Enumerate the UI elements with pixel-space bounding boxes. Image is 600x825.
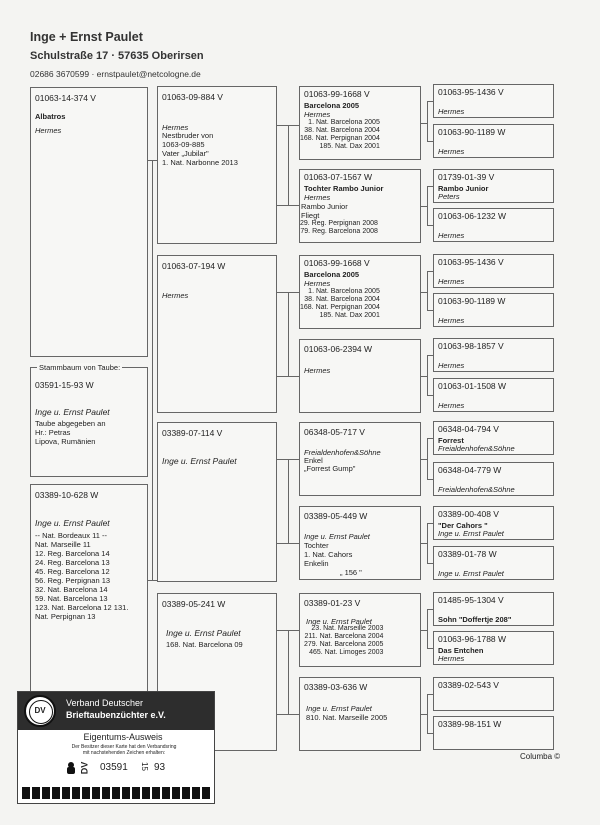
gen4-line: Hermes — [438, 147, 465, 156]
gen3-ring: 01063-06-2394 W — [304, 344, 373, 354]
gen2-note: Nestbruder von — [162, 131, 214, 140]
gen2-b — [157, 255, 277, 413]
gen3-name: Tochter Rambo Junior — [304, 184, 384, 193]
gen4-line: Hermes — [438, 277, 465, 286]
gen3-ring: 01063-07-1567 W — [304, 172, 373, 182]
gen4-line: Forrest — [438, 436, 464, 445]
card-code-seq: 93 — [154, 762, 166, 773]
pedigree-dam — [30, 484, 148, 696]
gen3-owner: Inge u. Ernst Paulet — [306, 617, 372, 626]
gen4-line: Hermes — [438, 654, 465, 663]
gen4-line: Freialdenhofen&Söhne — [438, 485, 515, 494]
gen3-g — [299, 593, 421, 667]
bird-name: Albatros — [35, 112, 66, 121]
gen2-ring: 01063-09-884 V — [162, 92, 223, 102]
gen3-ring: 01063-99-1668 V — [304, 89, 370, 99]
gen4-box — [433, 716, 554, 750]
gen3-results: 23. Nat. Marseille 2003 211. Nat. Barcelona 2004 279. Nat. Barcelona 2005 465. Nat. Limoges 2003 — [304, 625, 384, 656]
gen3-breed: Hermes — [304, 110, 331, 119]
gen4-box — [433, 462, 554, 496]
gen3-note: Tochter — [304, 541, 329, 550]
breeder-name: Inge + Ernst Paulet — [30, 30, 143, 44]
dam-owner: Inge u. Ernst Paulet — [35, 518, 110, 528]
gen2-owner: Inge u. Ernst Paulet — [166, 628, 241, 638]
gen4-line: Peters — [438, 192, 460, 201]
stammbaum-note: Lipova, Rumänien — [35, 437, 96, 446]
gen3-note: 1. Nat. Cahors — [304, 550, 353, 559]
gen4-box — [433, 124, 554, 158]
gen4-line: Freialdenhofen&Söhne — [438, 444, 515, 453]
gen4-ring: 03389-01-78 W — [438, 549, 497, 559]
gen3-b — [299, 169, 421, 243]
gen4-box — [433, 677, 554, 711]
gen3-e — [299, 422, 421, 496]
gen3-h — [299, 677, 421, 751]
gen4-line: Hermes — [438, 107, 465, 116]
gen4-ring: 01063-01-1508 W — [438, 381, 507, 391]
gen2-note: 1. Nat. Narbonne 2013 — [162, 158, 238, 167]
gen4-ring: 01739-01-39 V — [438, 172, 495, 182]
gen4-ring: 01063-96-1788 W — [438, 634, 507, 644]
card-code-number: 03591 — [100, 762, 128, 773]
gen2-ring: 03389-05-241 W — [162, 599, 226, 609]
gen3-note: Enkelin — [304, 559, 329, 568]
gen3-note: Rambo Junior — [301, 202, 348, 211]
card-org-line1: Verband Deutscher — [66, 698, 144, 708]
gen3-results: 1. Nat. Barcelona 2005 38. Nat. Barcelona 2004 168. Nat. Perpignan 2004 185. Nat. Dax 2001 — [300, 119, 380, 150]
gen2-breed: Hermes — [162, 291, 189, 300]
gen4-box — [433, 421, 554, 455]
pedigree-bird — [30, 87, 148, 357]
gen4-ring: 06348-04-779 W — [438, 465, 502, 475]
stammbaum-ring: 03591-15-93 W — [35, 380, 94, 390]
gen3-f — [299, 506, 421, 580]
gen3-breed: Hermes — [304, 279, 331, 288]
gen4-ring: 03389-02-543 V — [438, 680, 499, 690]
gen3-note: „ 156 " — [340, 568, 362, 577]
gen4-ring: 01063-90-1189 W — [438, 296, 506, 306]
gen3-d — [299, 339, 421, 413]
stammbaum-owner: Inge u. Ernst Paulet — [35, 407, 110, 417]
dam-result: Nat. Perpignan 13 — [35, 612, 96, 621]
gen3-a — [299, 86, 421, 160]
card-code-year: 15 — [139, 762, 149, 771]
gen4-box — [433, 338, 554, 372]
breeder-address: Schulstraße 17 · 57635 Oberirsen — [30, 50, 204, 62]
gen4-ring: 01485-95-1304 V — [438, 595, 504, 605]
gen4-line: Sohn "Doffertje 208" — [438, 615, 512, 624]
gen4-ring: 01063-90-1189 W — [438, 127, 506, 137]
dam-result: 59. Nat. Barcelona 13 — [35, 594, 108, 603]
gen4-line: Hermes — [438, 361, 465, 370]
dam-result: Nat. Marseille 11 — [35, 540, 91, 549]
gen4-box — [433, 592, 554, 626]
stammbaum-box — [30, 363, 148, 477]
stammbaum-note: Hr.: Petras — [35, 428, 71, 437]
footer-brand: Columba © — [520, 752, 561, 761]
dam-result: 32. Nat. Barcelona 14 — [35, 585, 108, 594]
gen3-ring: 06348-05-717 V — [304, 427, 365, 437]
gen4-ring: 01063-98-1857 V — [438, 341, 504, 351]
card-pattern-strip — [22, 787, 210, 799]
gen2-ring: 03389-07-114 V — [162, 428, 223, 438]
gen3-ring: 03389-01-23 V — [304, 598, 361, 608]
gen3-note: Fliegt — [301, 211, 320, 220]
gen4-ring: 03389-98-151 W — [438, 719, 502, 729]
gen4-line: "Der Cahors " — [438, 521, 488, 530]
gen2-note: 1063-09-885 — [162, 140, 205, 149]
gen4-ring: 06348-04-794 V — [438, 424, 499, 434]
gen4-line: Hermes — [438, 316, 465, 325]
gen4-ring: 01063-95-1436 V — [438, 257, 504, 267]
gen3-ring: 03389-05-449 W — [304, 511, 368, 521]
gen4-line: Inge u. Ernst Paulet — [438, 529, 504, 538]
gen4-box — [433, 546, 554, 580]
gen3-results: 29. Reg. Perpignan 2008 79. Reg. Barcelona 2008 — [300, 220, 378, 235]
card-logo-letters: DV — [34, 706, 46, 715]
gen2-owner: Inge u. Ernst Paulet — [162, 456, 237, 466]
gen3-name: Barcelona 2005 — [304, 270, 360, 279]
stammbaum-note: Taube abgegeben an — [35, 419, 106, 428]
gen4-box — [433, 84, 554, 118]
card-subtitle: mit nachstehenden Zeichen erhalten: — [82, 750, 166, 756]
gen4-box — [433, 169, 554, 203]
breeder-contact: 02686 3670599 · ernstpaulet@netcologne.de — [30, 69, 201, 79]
gen4-ring: 01063-95-1436 V — [438, 87, 504, 97]
gen2-breed: Hermes — [162, 123, 189, 132]
gen3-note: Enkel — [304, 456, 323, 465]
dam-result: 123. Nat. Barcelona 12 131. — [35, 603, 129, 612]
dam-result: 45. Reg. Barcelona 12 — [35, 567, 110, 576]
gen3-breed: Hermes — [304, 366, 331, 375]
bird-breed: Hermes — [35, 126, 62, 135]
ring-symbol-icon — [66, 762, 76, 774]
gen4-box — [433, 254, 554, 288]
card-subtitle: Der Besitzer dieser Karte hat den Verbandsring — [71, 744, 177, 750]
gen2-note: Vater „Jubilar" — [162, 149, 209, 158]
gen2-c — [157, 422, 277, 582]
gen4-box — [433, 378, 554, 412]
gen3-breed: Hermes — [304, 193, 331, 202]
dam-result: 56. Reg. Perpignan 13 — [35, 576, 111, 585]
stammbaum-label: Stammbaum von Taube: — [39, 363, 121, 372]
gen2-result: 168. Nat. Barcelona 09 — [166, 640, 243, 649]
dam-result: -- Nat. Bordeaux 11 -- — [35, 531, 107, 540]
gen4-box — [433, 208, 554, 242]
gen4-ring: 01063-06-1232 W — [438, 211, 507, 221]
gen3-ring: 03389-03-636 W — [304, 682, 368, 692]
gen3-owner: Inge u. Ernst Paulet — [304, 532, 370, 541]
gen2-ring: 01063-07-194 W — [162, 261, 226, 271]
gen4-line: Das Entchen — [438, 646, 484, 655]
card-logo-icon — [24, 695, 56, 727]
gen3-c — [299, 255, 421, 329]
dam-result: 24. Reg. Barcelona 13 — [35, 558, 110, 567]
gen3-result: 810. Nat. Marseille 2005 — [306, 713, 388, 722]
gen4-ring: 03389-00-408 V — [438, 509, 499, 519]
gen3-ring: 01063-99-1668 V — [304, 258, 370, 268]
gen3-owner: Freialdenhofen&Söhne — [304, 448, 381, 457]
gen4-line: Hermes — [438, 231, 465, 240]
gen3-owner: Inge u. Ernst Paulet — [306, 704, 372, 713]
card-org-line2: Brieftaubenzüchter e.V. — [66, 710, 166, 720]
gen4-line: Rambo Junior — [438, 184, 489, 193]
gen4-box — [433, 631, 554, 665]
gen4-line: Inge u. Ernst Paulet — [438, 569, 504, 578]
gen2-a — [157, 86, 277, 244]
card-title: Eigentums-Ausweis — [83, 732, 163, 742]
gen4-box — [433, 293, 554, 327]
gen4-line: Hermes — [438, 401, 465, 410]
gen3-name: Barcelona 2005 — [304, 101, 360, 110]
dam-result: 12. Reg. Barcelona 14 — [35, 549, 110, 558]
card-code-dv: DV — [79, 761, 90, 775]
gen3-note: „Forrest Gump" — [304, 464, 356, 473]
bird-ring: 01063-14-374 V — [35, 93, 96, 103]
dam-ring: 03389-10-628 W — [35, 490, 99, 500]
gen4-box — [433, 506, 554, 540]
ownership-card — [17, 691, 215, 804]
gen3-results: 1. Nat. Barcelona 2005 38. Nat. Barcelona 2004 168. Nat. Perpignan 2004 185. Nat. Dax 2001 — [300, 288, 380, 319]
